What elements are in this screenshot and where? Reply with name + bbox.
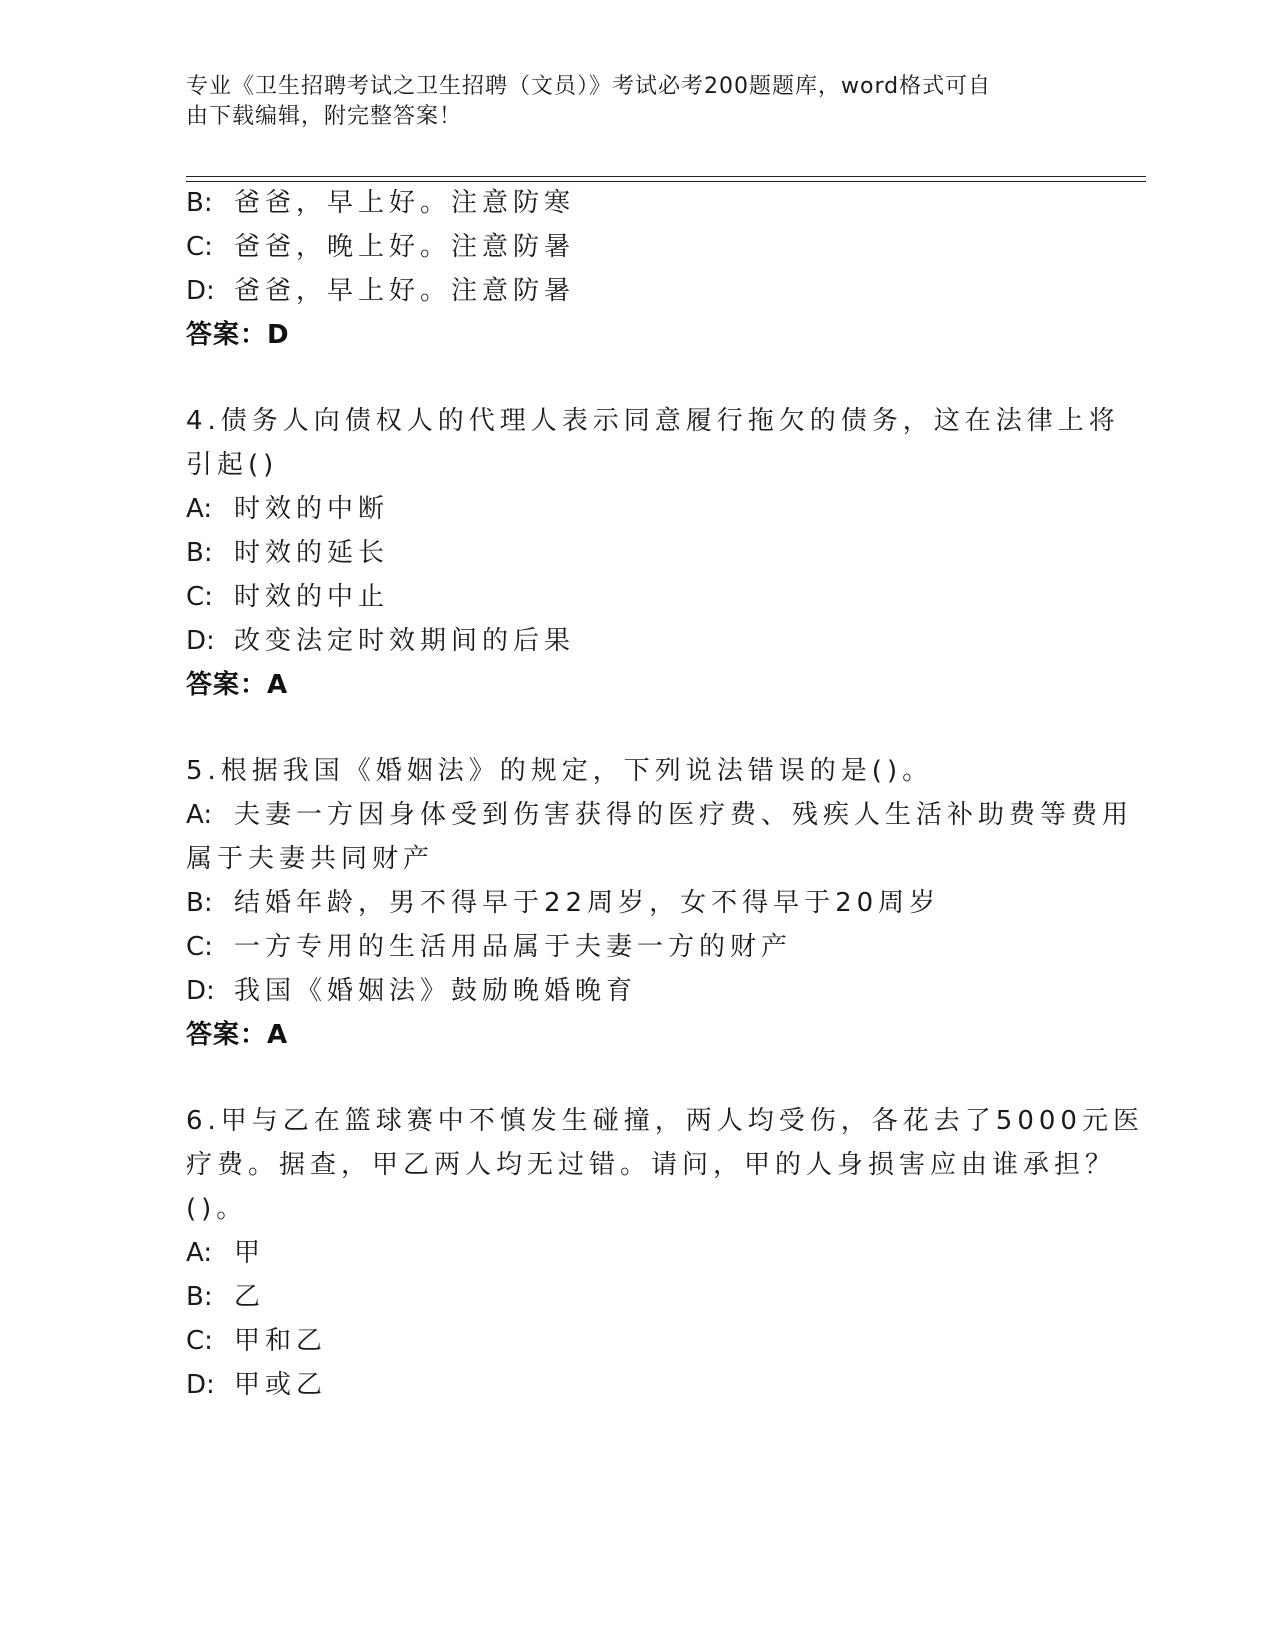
q4-option-a [186,492,389,526]
q6-option-b [186,1280,265,1314]
q5-option-d [186,974,637,1008]
option-letter: C: [186,232,213,262]
option-letter: C: [186,582,213,612]
option-letter: D: [186,976,215,1006]
option-letter: B: [186,188,213,218]
header-rule-top [186,176,1146,177]
option-text: 甲 [234,1238,266,1268]
option-text: 改变法定时效期间的后果 [234,626,576,656]
q3-option-d [186,274,575,308]
option-letter: D: [186,276,215,306]
q4-option-c [186,580,389,614]
q6-stem-line-3: ()。 [186,1194,248,1224]
option-text: 乙 [234,1282,266,1312]
q6-stem-line-1: 6.甲与乙在篮球赛中不慎发生碰撞，两人均受伤，各花去了5000元医 [186,1106,1144,1136]
header-rule-bottom [186,181,1146,182]
option-text: 一方专用的生活用品属于夫妻一方的财产 [234,932,793,962]
option-text: 结婚年龄，男不得早于22周岁，女不得早于20周岁 [234,888,941,918]
header-line-1: 专业《卫生招聘考试之卫生招聘（文员）》考试必考200题题库，word格式可自 [186,74,992,99]
option-letter: D: [186,626,215,656]
q4-option-b [186,536,389,570]
option-text: 甲或乙 [234,1370,328,1400]
q5-option-c [186,930,792,964]
q5-stem-line-1: 5.根据我国《婚姻法》的规定，下列说法错误的是()。 [186,756,934,786]
q5-option-a [186,798,1133,832]
option-text: 时效的中止 [234,582,390,612]
option-text: 夫妻一方因身体受到伤害获得的医疗费、残疾人生活补助费等费用 [234,800,1134,830]
q6-option-a [186,1236,265,1270]
q5-option-a-line-2: 属于夫妻共同财产 [186,844,435,874]
option-text: 爸爸，早上好。注意防寒 [234,188,576,218]
option-text: 爸爸，早上好。注意防暑 [234,276,576,306]
q4-option-d [186,624,575,658]
q4-stem-line-1: 4.债务人向债权人的代理人表示同意履行拖欠的债务，这在法律上将 [186,406,1120,436]
q4-answer: 答案：A [186,670,289,700]
q6-option-c [186,1324,327,1358]
option-text: 爸爸，晚上好。注意防暑 [234,232,576,262]
q3-option-c [186,230,575,264]
q4-stem-line-2: 引起() [186,450,279,480]
document-header [186,72,1066,132]
option-letter: A: [186,494,213,524]
option-letter: C: [186,932,213,962]
q5-option-b [186,886,940,920]
option-text: 甲和乙 [234,1326,328,1356]
option-letter: D: [186,1370,215,1400]
option-letter: A: [186,800,213,830]
header-line-2: 由下载编辑，附完整答案！ [186,104,463,129]
option-text: 时效的中断 [234,494,390,524]
option-text: 我国《婚姻法》鼓励晚婚晚育 [234,976,638,1006]
q5-answer: 答案：A [186,1020,289,1050]
q3-option-b [186,186,575,220]
q6-stem-line-2: 疗费。据查，甲乙两人均无过错。请问，甲的人身损害应由谁承担？ [186,1150,1117,1180]
q6-option-d [186,1368,327,1402]
option-letter: B: [186,1282,213,1312]
option-letter: B: [186,888,213,918]
q3-answer: 答案：D [186,320,290,350]
option-letter: A: [186,1238,213,1268]
option-text: 时效的延长 [234,538,390,568]
option-letter: C: [186,1326,213,1356]
option-letter: B: [186,538,213,568]
